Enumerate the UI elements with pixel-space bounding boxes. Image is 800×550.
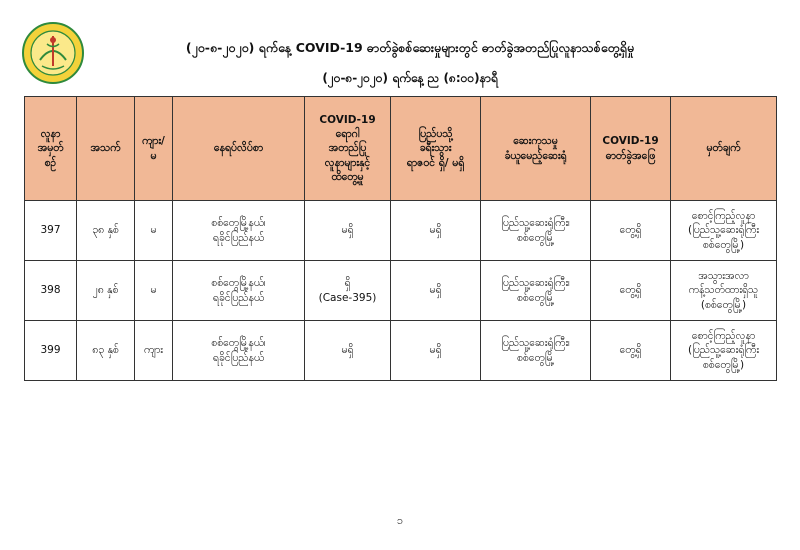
cell-line: ရခိုင်ပြည်နယ် — [212, 231, 265, 244]
cell-hospital — [481, 321, 591, 381]
table-row — [25, 261, 777, 321]
col-serial-no-header — [25, 97, 77, 201]
header-line: COVID-19 — [602, 135, 659, 148]
col-sex-header — [135, 97, 173, 201]
cell-no: 397 — [25, 201, 77, 261]
cell-line: မရှိ — [341, 224, 354, 237]
header-line: အမှတ် — [37, 142, 64, 155]
header-line: ဆေးကုသမှု — [513, 135, 558, 148]
header-line: ခရီးသွား — [419, 142, 452, 155]
cell-hospital — [481, 261, 591, 321]
cell-line: စစ်တွေမြို့) — [702, 358, 745, 371]
header-line: စဉ် — [44, 156, 57, 169]
cell-line: စစ်တွေမြို့) — [702, 238, 745, 251]
cell-line: စစ်တွေမြို့နယ်၊ — [211, 337, 266, 350]
cell-age: ၈၃ နှစ် — [77, 321, 135, 381]
cell-remark — [671, 321, 777, 381]
cell-no: 399 — [25, 321, 77, 381]
header-line: ရောဂါ — [335, 128, 360, 141]
header-line: ရာဇဝင် ရှိ/ မရှိ — [406, 156, 465, 169]
cell-line: စောင့်ကြည့်လူနာ — [691, 330, 756, 343]
cell-sex: မ — [135, 201, 173, 261]
cell-line: (ပြည်သူ့ဆေးရုံကြီး — [688, 224, 759, 237]
cell-address — [173, 201, 305, 261]
cell-remark — [671, 261, 777, 321]
col-age-header — [77, 97, 135, 201]
table-row — [25, 201, 777, 261]
header-line: မှတ်ချက် — [706, 142, 741, 155]
page-subtitle: (၂၀-၈-၂၀၂၀) ရက်နေ့ ည (၈:၀၀)နာရီ — [322, 71, 498, 85]
cell-line: မရှိ — [341, 344, 354, 357]
cell-contact — [305, 201, 391, 261]
cell-line: စစ်တွေမြို့ — [516, 291, 555, 304]
cell-line: ရခိုင်ပြည်နယ် — [212, 291, 265, 304]
col-address-header — [173, 97, 305, 201]
header-line: မ — [150, 149, 157, 162]
cell-result: တွေ့ရှိ — [591, 321, 671, 381]
cell-line: ပြည်သူ့ဆေးရုံကြီး၊ — [501, 217, 570, 230]
cell-line: ရခိုင်ပြည်နယ် — [212, 351, 265, 364]
cell-line: စစ်တွေမြို့နယ်၊ — [211, 217, 266, 230]
col-travel-header — [391, 97, 481, 201]
cell-line: (Case-395) — [318, 291, 377, 304]
header-line: ပြည်ပသို့ — [418, 128, 453, 141]
cell-result: တွေ့ရှိ — [591, 201, 671, 261]
header-line: ကျား/ — [142, 135, 165, 148]
header-line: အတည်ပြု — [328, 142, 367, 155]
cell-no: 398 — [25, 261, 77, 321]
header-line: ထိတွေ့မှု — [331, 170, 364, 183]
cell-travel: မရှိ — [391, 201, 481, 261]
cell-line: (စစ်တွေမြို့) — [700, 298, 747, 311]
header-line: ဓာတ်ခွဲအဖြေ — [605, 149, 656, 162]
cell-age: ၃၈ နှစ် — [77, 201, 135, 261]
cell-sex: မ — [135, 261, 173, 321]
cell-hospital — [481, 201, 591, 261]
page-number: ၁ — [396, 514, 404, 527]
cell-remark — [671, 201, 777, 261]
cell-address — [173, 261, 305, 321]
cell-line: (ပြည်သူ့ဆေးရုံကြီး — [688, 344, 759, 357]
cell-line: ကန့်သတ်ထားရှိသူ — [688, 284, 759, 297]
header-line: လူနာ — [40, 128, 61, 141]
cell-line: ပြည်သူ့ဆေးရုံကြီး၊ — [501, 277, 570, 290]
cell-age: ၂၈ နှစ် — [77, 261, 135, 321]
cell-line: ပြည်သူ့ဆေးရုံကြီး၊ — [501, 337, 570, 350]
cell-line: စစ်တွေမြို့ — [516, 351, 555, 364]
col-result-header — [591, 97, 671, 201]
page-title: (၂၀-၈-၂၀၂၀) ရက်နေ့ COVID-19 ဓာတ်ခွဲစစ်ဆေးမှုများတွင် ဓာတ်ခွဲအတည်ပြုလူနာသစ်တွေ့ရှိမှု — [185, 40, 635, 55]
cell-line: အသွားအလာ — [698, 270, 749, 283]
cell-line: စစ်တွေမြို့ — [516, 231, 555, 244]
cell-travel: မရှိ — [391, 321, 481, 381]
cell-line: စောင့်ကြည့်လူနာ — [691, 210, 756, 223]
header-line: အသက် — [90, 142, 121, 155]
col-hospital-header — [481, 97, 591, 201]
cell-contact — [305, 261, 391, 321]
cases-table — [24, 96, 777, 381]
header-line: COVID-19 — [319, 114, 376, 127]
cell-contact — [305, 321, 391, 381]
ministry-logo — [22, 22, 84, 84]
header-line: လူနာများနှင့် — [324, 156, 371, 169]
cell-line: ရှိ — [344, 277, 351, 290]
cell-result: တွေ့ရှိ — [591, 261, 671, 321]
table-header-row — [25, 97, 777, 201]
cell-travel: မရှိ — [391, 261, 481, 321]
header-line: နေရပ်လိပ်စာ — [213, 142, 264, 155]
table-row — [25, 321, 777, 381]
header-line: ခံယူမေည့်ဆေးရုံ — [504, 149, 567, 162]
col-remark-header — [671, 97, 777, 201]
cell-sex: ကျား — [135, 321, 173, 381]
col-contact-header — [305, 97, 391, 201]
cell-address — [173, 321, 305, 381]
cell-line: စစ်တွေမြို့နယ်၊ — [211, 277, 266, 290]
